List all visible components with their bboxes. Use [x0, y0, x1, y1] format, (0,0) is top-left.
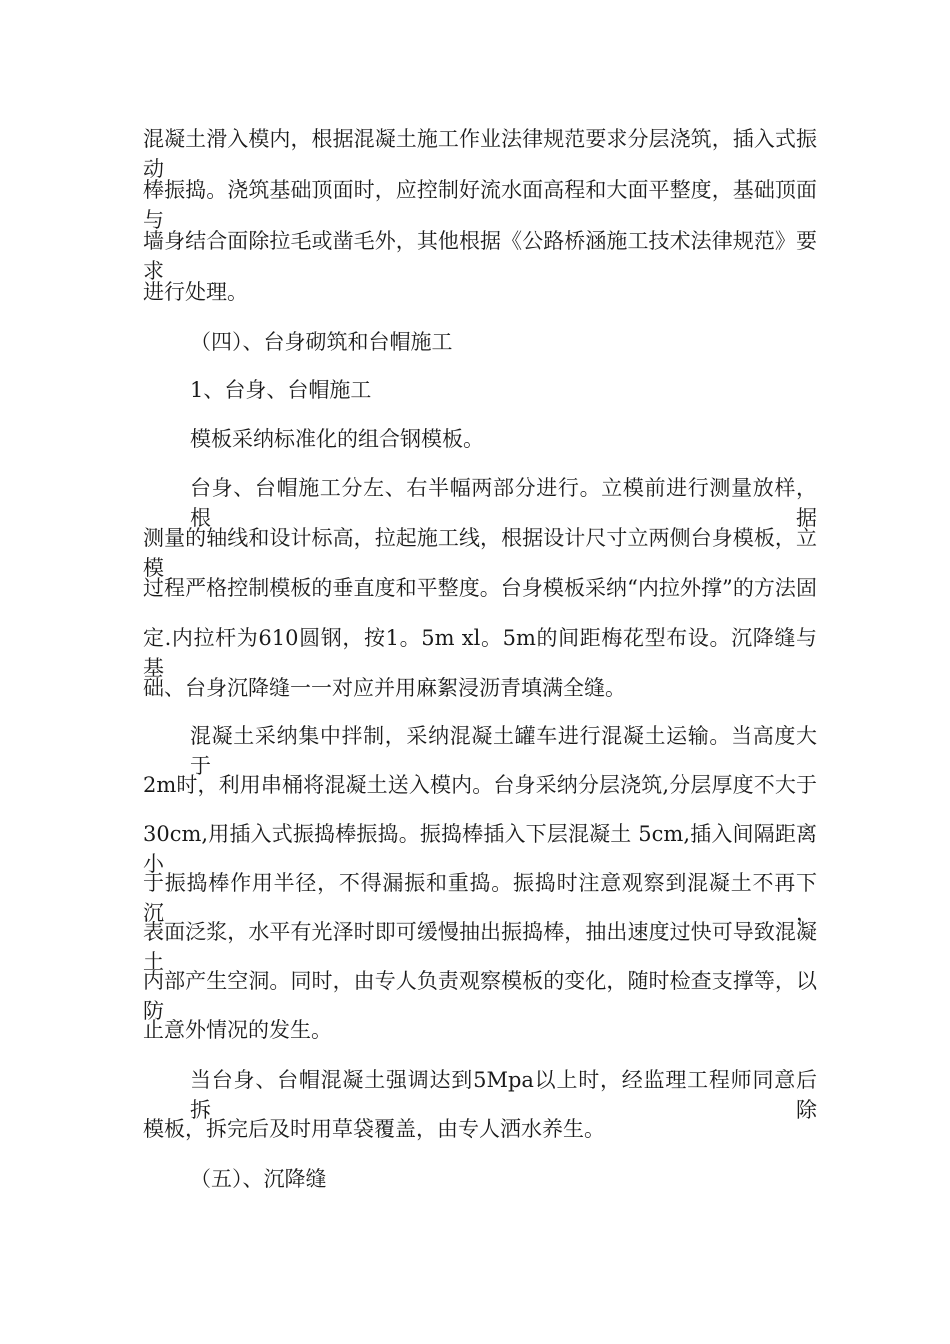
- paragraph-line: 棒振捣。浇筑基础顶面时，应控制好流水面高程和大面平整度，基础顶面与: [143, 178, 817, 232]
- paragraph-line: 当台身、台帽混凝土强调达到5Mpa以上时，经监理工程师同意后拆除: [190, 1068, 817, 1122]
- paragraph-line: 墙身结合面除拉毛或凿毛外，其他根据《公路桥涵施工技术法律规范》要求: [143, 229, 817, 283]
- paragraph-line: 过程严格控制模板的垂直度和平整度。台身模板采纳“内拉外撑”的方法固: [143, 576, 817, 600]
- paragraph-line: 台身、台帽施工分左、右半幅两部分进行。立模前进行测量放样，根据: [190, 476, 817, 530]
- paragraph-line: 测量的轴线和设计标高，拉起施工线，根据设计尺寸立两侧台身模板，立模: [143, 526, 817, 580]
- subsection-heading: 1、台身、台帽施工: [190, 378, 372, 402]
- paragraph-line: 模板采纳标准化的组合钢模板。: [190, 427, 484, 451]
- section-heading: （五）、沉降缝: [190, 1167, 327, 1191]
- paragraph-line: 于振捣棒作用半径，不得漏振和重捣。振捣时注意观察到混凝土不再下沉，: [143, 871, 817, 925]
- paragraph-line: 内部产生空洞。同时，由专人负责观察模板的变化，随时检查支撑等，以防: [143, 969, 817, 1023]
- paragraph-line: 30cm,用插入式振捣棒振捣。振捣棒插入下层混凝土 5cm,插入间隔距离小: [143, 822, 817, 876]
- paragraph-line: 模板，拆完后及时用草袋覆盖，由专人洒水养生。: [143, 1117, 605, 1141]
- paragraph-line: 2m时，利用串桶将混凝土送入模内。台身采纳分层浇筑,分层厚度不大于: [143, 773, 817, 797]
- paragraph-line: 止意外情况的发生。: [143, 1018, 332, 1042]
- paragraph-line: 混凝土滑入模内，根据混凝土施工作业法律规范要求分层浇筑，插入式振动: [143, 127, 817, 181]
- paragraph-line: 定.内拉杆为610圆钢，按1。5m xl。5m的间距梅花型布设。沉降缝与基: [143, 626, 817, 680]
- section-heading: （四）、台身砌筑和台帽施工: [190, 330, 453, 354]
- paragraph-line: 础、台身沉降缝一一对应并用麻絮浸沥青填满全缝。: [143, 676, 626, 700]
- paragraph-line: 混凝土采纳集中拌制，采纳混凝土罐车进行混凝土运输。当高度大于: [190, 724, 817, 778]
- paragraph-line: 进行处理。: [143, 280, 248, 304]
- paragraph-line: 表面泛浆，水平有光泽时即可缓慢抽出振捣棒，抽出速度过快可导致混凝土: [143, 920, 817, 974]
